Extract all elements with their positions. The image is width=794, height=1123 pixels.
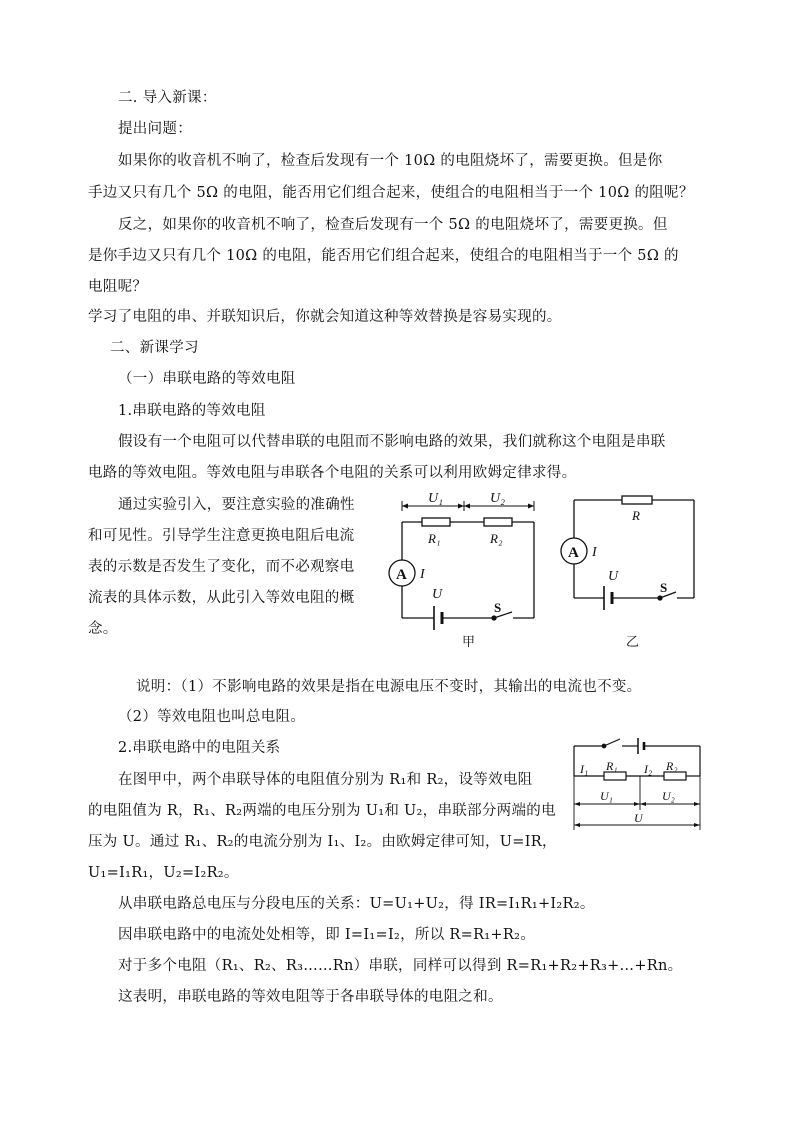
label-i1: I₁ xyxy=(580,762,589,776)
paragraph-line: 如果你的收音机不响了，检查后发现有一个 10Ω 的电阻烧坏了，需要更换。但是你 xyxy=(118,153,663,169)
label-voltage: U xyxy=(608,569,619,584)
label-ammeter: A xyxy=(568,545,579,561)
figure-caption: 甲 xyxy=(462,634,476,649)
paragraph-line: 手边又只有几个 5Ω 的电阻，能否用它们组合起来，使组合的电阻相当于一个 10Ω 的阻呢？ xyxy=(88,185,694,201)
paragraph-line: 的电阻值为 R，R₁、R₂两端的电压分别为 U₁和 U₂，串联部分两端的电 xyxy=(88,803,556,819)
paragraph-line: U₁=I₁R₁，U₂=I₂R₂。 xyxy=(88,865,239,881)
paragraph-line: 在图甲中，两个串联导体的电阻值分别为 R₁和 R₂，设等效电阻 xyxy=(118,772,533,788)
label-voltage: U xyxy=(432,587,443,602)
paragraph-line: 学习了电阻的串、并联知识后，你就会知道这种等效替换是容易实现的。 xyxy=(88,309,562,325)
paragraph-line: 通过实验引入，要注意实验的准确性 xyxy=(118,497,355,513)
series-circuit-figure xyxy=(566,734,726,834)
paragraph-line: 假设有一个电阻可以代替串联的电阻而不影响电路的效果，我们就称这个电阻是串联 xyxy=(118,434,666,450)
paragraph-line: 念。 xyxy=(88,621,118,637)
label-r2: R₂ xyxy=(666,759,678,773)
switch-icon xyxy=(604,739,620,746)
label-r2: R₂ xyxy=(490,531,503,546)
resistor-r xyxy=(622,496,652,504)
label-u1: U₁ xyxy=(428,491,443,506)
paragraph-line: 这表明，串联电路的等效电阻等于各串联导体的电阻之和。 xyxy=(118,989,503,1005)
resistor-r2 xyxy=(664,772,686,780)
label-u2: U₂ xyxy=(662,789,675,803)
label-u1: U₁ xyxy=(600,789,613,803)
label-switch: S xyxy=(660,580,668,595)
resistor-r1 xyxy=(422,518,450,526)
paragraph-line: 对于多个电阻（R₁、R₂、R₃……Rn）串联，同样可以得到 R=R₁+R₂+R₃+…+Rn。 xyxy=(118,958,683,974)
paragraph-line: 压为 U。通过 R₁、R₂的电流分别为 I₁、I₂。由欧姆定律可知，U=IR， xyxy=(88,834,557,850)
note-line: 说明：（1）不影响电路的效果是指在电源电压不变时，其输出的电流也不变。 xyxy=(136,679,642,695)
label-current: I xyxy=(592,545,597,560)
resistor-r2 xyxy=(484,518,512,526)
subsection-heading: 1.串联电路的等效电阻 xyxy=(118,403,266,419)
label-u: U xyxy=(634,811,643,825)
section-heading-intro: 二. 导入新课： xyxy=(118,90,217,106)
paragraph-line: 因串联电路中的电流处处相等，即 I=I₁=I₂，所以 R=R₁+R₂。 xyxy=(118,927,536,943)
circuit-figure-yi xyxy=(556,488,706,658)
label-r: R xyxy=(632,508,640,523)
resistor-r1 xyxy=(604,772,626,780)
circuit-figure-jia xyxy=(384,488,544,658)
paragraph-line: 电阻呢？ xyxy=(88,279,148,295)
paragraph-line: 和可见性。引导学生注意更换电阻后电流 xyxy=(88,528,355,544)
label-ammeter: A xyxy=(396,567,407,583)
subsection-heading: （一）串联电路的等效电阻 xyxy=(118,371,296,387)
paragraph-line: 是你手边又只有几个 10Ω 的电阻，能否用它们组合起来，使组合的电阻相当于一个 5Ω 的 xyxy=(88,248,679,264)
note-line: （2）等效电阻也叫总电阻。 xyxy=(118,709,306,725)
label-r1: R₁ xyxy=(428,531,441,546)
label-switch: S xyxy=(494,600,502,615)
label-u2: U₂ xyxy=(490,491,505,506)
paragraph-line: 提出问题： xyxy=(118,121,192,137)
label-r1: R₁ xyxy=(606,759,618,773)
paragraph-line: 反之，如果你的收音机不响了，检查后发现有一个 5Ω 的电阻烧坏了，需要更换。但 xyxy=(118,217,668,233)
label-i2: I₂ xyxy=(644,762,653,776)
paragraph-line: 表的示数是否发生了变化，而不必观察电 xyxy=(88,559,355,575)
paragraph-line: 流表的具体示数，从此引入等效电阻的概 xyxy=(88,590,355,606)
subsection-heading: 2.串联电路中的电阻关系 xyxy=(118,740,281,756)
label-current: I xyxy=(420,567,425,582)
paragraph-line: 电路的等效电阻。等效电阻与串联各个电阻的关系可以利用欧姆定律求得。 xyxy=(88,465,577,481)
figure-caption: 乙 xyxy=(626,634,640,649)
section-heading-new: 二、新课学习 xyxy=(110,340,199,356)
paragraph-line: 从串联电路总电压与分段电压的关系：U=U₁+U₂，得 IR=I₁R₁+I₂R₂。 xyxy=(118,896,595,912)
